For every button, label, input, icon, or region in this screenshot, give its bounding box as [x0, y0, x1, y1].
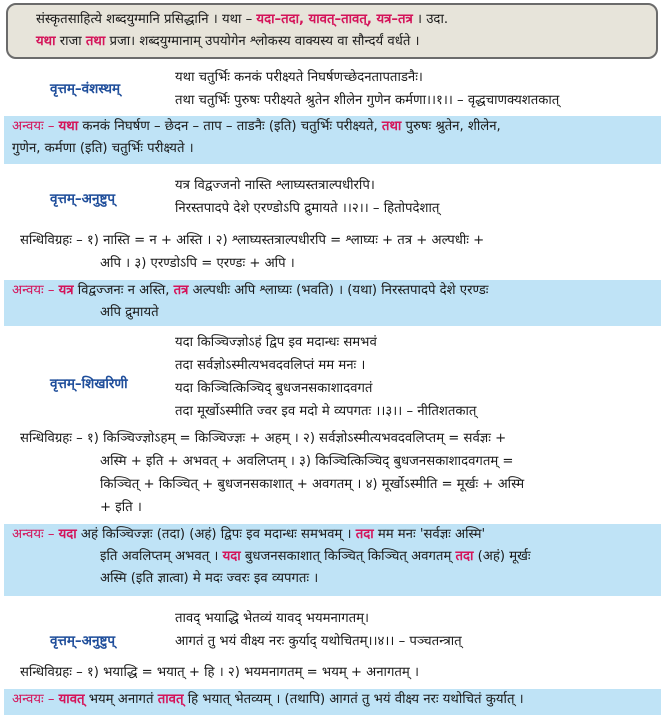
intro-text: राजा — [55, 34, 86, 49]
sandhi-line: सन्धिविग्रहः – १) भयाद्धि = भयात् + हि । २) भयमनागतम् = भयम् + अनागतम् । — [20, 665, 419, 680]
verse-line: यत्र विद्वज्जनो नास्ति श्लाघ्यस्तत्राल्पधीरपि। — [175, 178, 375, 193]
anvaya-box — [4, 524, 661, 596]
anvaya-text: अल्पधीः अपि श्लाघ्यः (भवति) । (यथा) निरस्तपादपे देशे एरण्डः — [188, 283, 489, 298]
anvaya-box — [4, 689, 661, 715]
keyword: तदा — [355, 527, 374, 542]
keyword: यथा — [58, 119, 79, 134]
meter-label: वृत्तम्–शिखरिणी — [50, 376, 128, 392]
anvaya-text: मम मनः 'सर्वज्ञः अस्मि' — [373, 527, 486, 542]
anvaya-text: विद्वज्जनः न अस्ति, — [73, 283, 174, 298]
meter-label: वृत्तम्–वंशस्थम् — [50, 81, 121, 97]
anvaya-box — [4, 116, 661, 164]
keyword: तदा — [455, 549, 474, 564]
verse-line: यदा किञ्चिज्ज्ञोऽहं द्विप इव मदान्धः समभवं — [175, 335, 377, 350]
keyword: तथा — [381, 119, 402, 134]
keyword: यदा — [58, 527, 77, 542]
anvaya-label: अन्वयः – — [12, 283, 59, 298]
anvaya-label: अन्वयः – — [12, 119, 59, 134]
keyword: तथा — [85, 34, 106, 49]
verse-line: तदा सर्वज्ञोऽस्मीत्यभवदवलिप्तं मम मनः । — [175, 358, 366, 373]
keyword: यदा — [222, 549, 241, 564]
keyword: यत्र — [58, 283, 74, 298]
anvaya-label: अन्वयः – — [12, 692, 59, 707]
verse-line: यथा चतुर्भिः कनकं परीक्ष्यते निघर्षणच्छेदनतापताडनैः। — [175, 70, 423, 85]
intro-text: प्रजा। शब्दयुग्मानाम् उपयोगेन श्लोकस्य वाक्यस्य वा सौन्दर्यं वर्धते । — [105, 34, 420, 49]
anvaya-text: अस्मि (इति ज्ञात्वा) मे मदः ज्वरः इव व्यपगतः । — [100, 571, 319, 586]
verse-line: तथा चतुर्भिः पुरुषः परीक्ष्यते श्रुतेन शीलेन गुणेन कर्मणा।।१।। – वृद्धचाणक्यशतकात् — [175, 93, 560, 108]
sandhi-line: अस्मि + इति + अभवत् + अवलिप्तम् । ३) किञ्चित्किञ्चिद् बुधजनसकाशादवगतम् = — [100, 454, 514, 469]
sandhi-line: + इति । — [100, 500, 142, 515]
sandhi-line: सन्धिविग्रहः – १) नास्ति = न + अस्ति । २) श्लाघ्यस्तत्राल्पधीरपि = श्लाघ्यः + तत्र + अल्पधीः + — [20, 233, 485, 248]
anvaya-box — [4, 280, 661, 326]
anvaya-text: अपि द्रुमायते — [100, 305, 159, 320]
keyword: तत्र — [173, 283, 189, 298]
anvaya-text: (अहं) मूर्खः — [473, 549, 531, 564]
anvaya-text: कनकं निघर्षण – छेदन – ताप – ताडनैः (इति) चतुर्भिः परीक्ष्यते, — [78, 119, 382, 134]
sandhi-line: अपि । ३) एरण्डोऽपि = एरण्डः + अपि । — [100, 256, 295, 271]
anvaya-label: अन्वयः – — [12, 527, 59, 542]
keyword: यथा — [36, 34, 56, 49]
anvaya-text: हि भयात् भेतव्यम् । (तथापि) आगतं तु भयं वीक्ष्य नरः यथोचितं कुर्यात् । — [183, 692, 524, 707]
word-pairs: यदा–तदा, यावत्–तावत्, यत्र–तत्र — [256, 12, 413, 27]
verse-line: तदा मूर्खोऽस्मीति ज्वर इव मदो मे व्यपगतः ।।३।। – नीतिशतकात् — [175, 404, 477, 419]
meter-label: वृत्तम्–अनुष्टुप् — [50, 633, 116, 649]
anvaya-text: गुणेन, कर्मणा (इति) चतुर्भिः परीक्ष्यते । — [12, 141, 194, 156]
verse-line: यदा किञ्चित्किञ्चिद् बुधजनसकाशादवगतं — [175, 381, 373, 396]
meter-label: वृत्तम्–अनुष्टुप् — [50, 191, 116, 207]
anvaya-text: भयम् अनागतं — [84, 692, 158, 707]
intro-line-1 — [36, 9, 646, 31]
verse-line: निरस्तपादपे देशे एरण्डोऽपि द्रुमायते ।।२।। – हितोपदेशात् — [175, 201, 440, 216]
intro-text: । उदा. — [412, 12, 449, 27]
verse-line: तावद् भयाद्धि भेतव्यं यावद् भयमनागतम्। — [175, 611, 370, 626]
anvaya-text: बुधजनसकाशात् किञ्चित् किञ्चित् अवगतम् — [240, 549, 456, 564]
intro-box — [6, 3, 658, 59]
anvaya-text: इति अवलिप्तम् अभवत् । — [100, 549, 223, 564]
verse-line: आगतं तु भयं वीक्ष्य नरः कुर्याद् यथोचितम्।।४।। – पञ्चतन्त्रात् — [175, 634, 462, 649]
intro-text: संस्कृतसाहित्ये शब्दयुग्मानि प्रसिद्धानि । यथा – — [36, 12, 257, 27]
keyword: तावत् — [157, 692, 184, 707]
intro-line-2 — [36, 31, 646, 53]
sandhi-line: सन्धिविग्रहः – १) किञ्चिज्ज्ञोऽहम् = किञ्चिज्ज्ञः + अहम् । २) सर्वज्ञोऽस्मीत्यभवदवलिप्तम् = सर्वज्ञः + — [20, 431, 507, 446]
sandhi-line: किञ्चित् + किञ्चित् + बुधजनसकाशात् + अवगतम् । ४) मूर्खोऽस्मीति = मूर्खः + अस्मि — [100, 477, 525, 492]
anvaya-text: पुरुषः श्रुतेन, शीलेन, — [401, 119, 501, 134]
keyword: यावत् — [58, 692, 85, 707]
anvaya-text: अहं किञ्चिज्ज्ञः (तदा) (अहं) द्विपः इव मदान्धः समभवम् । — [76, 527, 356, 542]
